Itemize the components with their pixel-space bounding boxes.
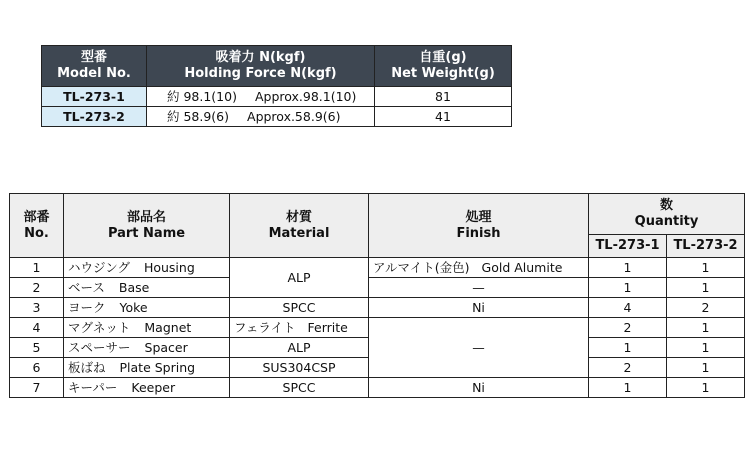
quantity-cell: 1 (667, 278, 745, 298)
finish-cell: Ni (369, 378, 589, 398)
net-weight-header: 自重(g) Net Weight(g) (375, 46, 512, 87)
quantity-cell: 2 (589, 358, 667, 378)
part-no-header: 部番 No. (10, 194, 64, 258)
holding-force-header: 吸着力 N(kgf) Holding Force N(kgf) (147, 46, 375, 87)
part-name-cell: スペーサー Spacer (64, 338, 230, 358)
holding-force-cell: 約 98.1(10) Approx.98.1(10) (147, 87, 375, 107)
finish-cell: — (369, 318, 589, 378)
quantity-header: 数 Quantity (589, 194, 745, 235)
part-name-cell: ヨーク Yoke (64, 298, 230, 318)
quantity-cell: 1 (667, 338, 745, 358)
part-no-cell: 2 (10, 278, 64, 298)
part-no-cell: 1 (10, 258, 64, 278)
material-cell: ALP (230, 338, 369, 358)
quantity-cell: 4 (589, 298, 667, 318)
part-no-cell: 4 (10, 318, 64, 338)
quantity-cell: 1 (667, 378, 745, 398)
material-cell: ALP (230, 258, 369, 298)
finish-cell: Ni (369, 298, 589, 318)
quantity-model-1-header: TL-273-1 (589, 235, 667, 258)
part-name-cell: ベース Base (64, 278, 230, 298)
model-no-cell: TL-273-2 (42, 107, 147, 127)
spec-row (42, 107, 512, 127)
part-no-cell: 7 (10, 378, 64, 398)
table-row (10, 298, 745, 318)
table-row (10, 378, 745, 398)
net-weight-cell: 81 (375, 87, 512, 107)
quantity-cell: 2 (667, 298, 745, 318)
material-cell: フェライト Ferrite (230, 318, 369, 338)
quantity-cell: 1 (589, 278, 667, 298)
model-no-header: 型番 Model No. (42, 46, 147, 87)
part-name-header: 部品名 Part Name (64, 194, 230, 258)
material-header: 材質 Material (230, 194, 369, 258)
part-no-cell: 5 (10, 338, 64, 358)
holding-force-cell: 約 58.9(6) Approx.58.9(6) (147, 107, 375, 127)
spec-header-row (42, 46, 512, 87)
part-name-cell: 板ばね Plate Spring (64, 358, 230, 378)
quantity-cell: 2 (589, 318, 667, 338)
quantity-cell: 1 (667, 258, 745, 278)
spec-table (41, 45, 512, 127)
finish-cell: — (369, 278, 589, 298)
quantity-cell: 1 (667, 358, 745, 378)
quantity-cell: 1 (589, 338, 667, 358)
part-name-cell: マグネット Magnet (64, 318, 230, 338)
finish-header: 処理 Finish (369, 194, 589, 258)
quantity-cell: 1 (589, 378, 667, 398)
finish-cell: アルマイト(金色) Gold Alumite (369, 258, 589, 278)
table-row (10, 258, 745, 278)
material-cell: SPCC (230, 378, 369, 398)
net-weight-cell: 41 (375, 107, 512, 127)
material-cell: SUS304CSP (230, 358, 369, 378)
table-row (10, 278, 745, 298)
part-no-cell: 3 (10, 298, 64, 318)
part-name-cell: ハウジング Housing (64, 258, 230, 278)
quantity-cell: 1 (667, 318, 745, 338)
quantity-cell: 1 (589, 258, 667, 278)
part-no-cell: 6 (10, 358, 64, 378)
parts-header-row (10, 194, 745, 235)
spec-row (42, 87, 512, 107)
part-name-cell: キーパー Keeper (64, 378, 230, 398)
parts-table (9, 193, 745, 398)
material-cell: SPCC (230, 298, 369, 318)
table-row (10, 318, 745, 338)
quantity-model-2-header: TL-273-2 (667, 235, 745, 258)
model-no-cell: TL-273-1 (42, 87, 147, 107)
